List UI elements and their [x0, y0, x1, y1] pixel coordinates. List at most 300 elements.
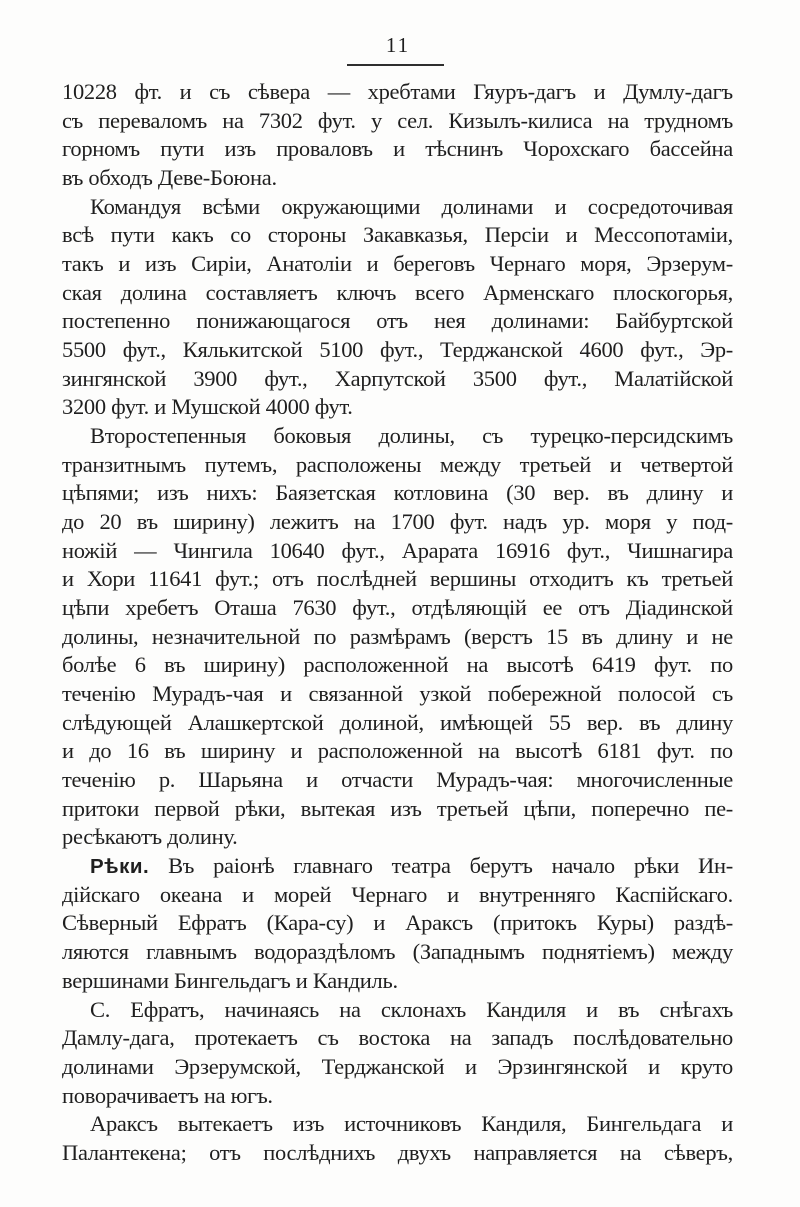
word: по [710, 738, 733, 764]
word: фут., [380, 337, 424, 363]
word: притоки [62, 795, 139, 821]
word: театра [391, 853, 451, 879]
word: Командуя [90, 193, 181, 219]
word: цѣпи [62, 595, 110, 621]
word: въ [164, 738, 186, 764]
word: ширину) [203, 652, 285, 678]
text-line [62, 795, 733, 824]
word: по [710, 652, 733, 678]
word: пути [160, 136, 205, 162]
word: полосой [618, 681, 696, 707]
word: понижающагося [196, 308, 351, 334]
word: Арменскаго [483, 279, 595, 305]
paragraph [62, 78, 733, 193]
word: Чингила [173, 537, 253, 563]
word: Кялькитской [182, 337, 303, 363]
word: 10228 [62, 79, 117, 104]
word: всего [415, 279, 465, 305]
word: съ [62, 107, 84, 133]
word: цѣпи, [523, 795, 576, 821]
word: Персіи [484, 222, 549, 248]
word: на [478, 738, 500, 764]
word: третьей [519, 451, 591, 477]
word: боковыя [273, 423, 352, 449]
word: Кандиля, [481, 1111, 567, 1137]
word: главнымъ [146, 939, 237, 965]
word: 4600 [579, 337, 624, 363]
word: начинаясь [224, 996, 319, 1022]
word: сосредоточивая [587, 193, 733, 219]
word: болѣе [62, 652, 117, 678]
word: изъ [144, 251, 177, 277]
paragraph [62, 852, 733, 995]
word: 11641 [148, 566, 203, 592]
word: фут., [352, 595, 396, 621]
word: и [290, 738, 303, 764]
word: узкой [419, 681, 472, 707]
word: и [393, 136, 405, 162]
word: переваломъ [98, 107, 207, 133]
word: хребетъ [125, 595, 199, 621]
word: Чорохскаго [523, 136, 630, 162]
word: источниковъ [344, 1111, 462, 1137]
word: и [62, 738, 74, 764]
word: бассейна [649, 136, 733, 162]
word: ключъ [336, 279, 397, 305]
text-line [62, 479, 733, 508]
word: — [134, 537, 157, 563]
word: отъ [578, 595, 610, 621]
word: фут., [566, 537, 611, 563]
word: долины, [378, 423, 455, 449]
word: Сѣверный [62, 910, 158, 936]
text-block [62, 78, 733, 1168]
word: внутренняго [479, 881, 596, 907]
word: (Кара-су) [266, 910, 354, 936]
word: изъ [292, 1111, 325, 1137]
word: длину [676, 709, 733, 735]
word: и [686, 623, 698, 649]
word: Кизылъ-килиса [448, 107, 593, 133]
word: 20 [99, 509, 122, 535]
word: Эр- [700, 337, 733, 363]
word: Мурадъ-чая [152, 681, 264, 707]
word: надъ [503, 509, 547, 535]
word: между [672, 939, 733, 965]
word: теченію [62, 767, 136, 793]
word: Закавказья, [363, 222, 468, 248]
word: Терджанской [321, 1053, 445, 1079]
word: 16 [126, 738, 149, 764]
word: тѣснинъ [425, 136, 503, 162]
word: на [449, 1025, 472, 1051]
word: (притокъ [492, 910, 577, 936]
word: Эрзерумской, [174, 1053, 301, 1079]
word: на [619, 1139, 642, 1165]
word: 7302 [258, 107, 303, 133]
word: высотѣ [515, 738, 583, 764]
word: главнаго [293, 853, 373, 879]
word: длину [616, 623, 673, 649]
word: третьей [661, 566, 733, 592]
word: отъ [376, 308, 408, 334]
word: третьей [436, 795, 509, 821]
word: какъ [171, 222, 214, 248]
word: не [711, 623, 733, 649]
page-number: 11 [385, 33, 411, 57]
text-line [62, 996, 733, 1025]
word: долинами [441, 193, 534, 219]
word: Эрзерум- [646, 251, 733, 277]
word: Сиріи, [191, 251, 252, 277]
word: хребтами [367, 79, 456, 104]
text-line [62, 422, 733, 451]
word: — [327, 79, 350, 104]
text-line: ресѣкаютъ долину. [62, 824, 238, 850]
word: и [464, 1053, 477, 1079]
word: отходитъ [529, 566, 614, 592]
word: путемъ, [204, 451, 278, 477]
word: сѣверъ, [663, 1139, 733, 1165]
word: вер. [553, 480, 590, 506]
word: Араксъ [405, 910, 473, 936]
word: фут., [640, 337, 684, 363]
word: въ [618, 996, 640, 1022]
word: на [339, 996, 361, 1022]
text-line [62, 107, 733, 136]
word: плоскогорья, [613, 279, 733, 305]
word: и [565, 222, 578, 248]
word: послѣдней [316, 566, 417, 592]
word: вершины [429, 566, 517, 592]
word: и [373, 910, 386, 936]
word: Байбуртской [615, 308, 733, 334]
word: у [371, 107, 382, 133]
word: склонахъ [380, 996, 466, 1022]
word: (верстъ [463, 623, 533, 649]
word: (30 [506, 480, 536, 506]
word: фут. [654, 652, 692, 678]
word: пе- [704, 795, 733, 821]
word: на [466, 652, 489, 678]
word: отдѣляющій [411, 595, 527, 621]
word: сѣвера [247, 79, 310, 104]
word: на [607, 107, 629, 133]
word: всѣ [62, 222, 94, 248]
word: Кандиля [486, 996, 566, 1022]
word: вытекаетъ [177, 1111, 273, 1137]
text-line [62, 680, 733, 709]
word: морей [273, 881, 332, 907]
word: и [609, 451, 622, 477]
word: раіонѣ [213, 853, 275, 879]
word: теченію [62, 681, 136, 707]
word: отчасти [341, 767, 413, 793]
text-line [62, 881, 733, 910]
text-line [62, 365, 733, 394]
word: 10640 [269, 537, 325, 563]
text-line [62, 1110, 733, 1139]
word: 7630 [292, 595, 337, 621]
word: начало [551, 853, 615, 879]
word: 5500 [62, 337, 106, 363]
word: р. [158, 767, 176, 793]
word: и [593, 79, 606, 104]
word: горномъ [62, 136, 140, 162]
word: рѣки, [234, 795, 286, 821]
text-line [62, 623, 733, 652]
word: Эрзингянской [497, 1053, 628, 1079]
word: размѣрамъ [349, 623, 451, 649]
text-line: въ обходъ Деве-Боюна. [62, 165, 277, 191]
word: и [447, 881, 459, 907]
word: и [721, 480, 733, 506]
word: изъ [224, 136, 256, 162]
word: въ [581, 623, 603, 649]
word: Въ [168, 853, 195, 879]
word: связанной [308, 681, 403, 707]
word: Ефратъ [177, 910, 247, 936]
word: и [242, 881, 254, 907]
word: изъ [390, 795, 422, 821]
word: четвертой [640, 451, 733, 477]
word: моря, [580, 251, 632, 277]
word: Ефратъ, [130, 996, 205, 1022]
word: ножій [62, 537, 118, 563]
word: расположены [295, 451, 422, 477]
word: фут.; [215, 566, 259, 592]
word: Дамлу-дага, [62, 1025, 175, 1051]
word: послѣдовательно [573, 1025, 733, 1051]
text-line [62, 1024, 733, 1053]
word: и [179, 79, 192, 104]
text-line [62, 1053, 733, 1082]
word: и [366, 251, 379, 277]
word: до [89, 738, 112, 764]
word: океана [159, 881, 223, 907]
word: и [118, 251, 131, 277]
word: лежитъ [269, 509, 339, 535]
word: ур. [562, 509, 590, 535]
word: въ [607, 480, 629, 506]
word: проваловъ [276, 136, 373, 162]
word: и [554, 193, 567, 219]
word: Араксъ [90, 1111, 158, 1137]
word: длину [646, 480, 704, 506]
word: между [439, 451, 501, 477]
text-line: вершинами Бингельдагъ и Кандиль. [62, 967, 398, 993]
word: Бингельдага [586, 1111, 702, 1137]
word: въ [164, 652, 186, 678]
word: фут., [341, 537, 385, 563]
text-line [62, 766, 733, 795]
word: и [62, 566, 74, 592]
text-line [62, 451, 733, 480]
text-line [62, 709, 733, 738]
word: 55 [548, 709, 571, 735]
text-line [62, 221, 733, 250]
word: долиной, [339, 709, 424, 735]
word: рѣки [633, 853, 680, 879]
word: съ [209, 79, 231, 104]
word: трудномъ [644, 107, 733, 133]
paragraph [62, 422, 733, 852]
word: фут. [656, 738, 695, 764]
text-line [62, 307, 733, 336]
word: круто [680, 1053, 733, 1079]
word: сел. [397, 107, 434, 133]
word: по [313, 623, 337, 649]
word: расположенной [303, 652, 449, 678]
word: въ [136, 509, 158, 535]
word: долина [120, 279, 187, 305]
paragraph [62, 193, 733, 422]
word: незначительной [151, 623, 301, 649]
word: Думлу-дагъ [623, 79, 733, 104]
text-line: 3200 фут. и Мушской 4000 фут. [62, 394, 353, 420]
word: на [353, 509, 376, 535]
word: съ [711, 681, 733, 707]
text-line [62, 135, 733, 164]
word: съ [482, 423, 504, 449]
word: Арарата [401, 537, 478, 563]
text-line [62, 594, 733, 623]
text-line [62, 250, 733, 279]
word: береговъ [393, 251, 475, 277]
text-line [62, 78, 733, 107]
word: съ [317, 1025, 339, 1051]
word: Мессопотаміи, [594, 222, 733, 248]
word: Терджанской [440, 337, 563, 363]
word: фут., [264, 365, 308, 391]
word: 5100 [319, 337, 364, 363]
word: дійскаго [62, 881, 140, 907]
word: многочисленные [576, 767, 733, 793]
text-line [62, 508, 733, 537]
word: Мурадъ-чая: [436, 767, 554, 793]
word: 6419 [591, 652, 636, 678]
word: Каспійскаго. [615, 881, 733, 907]
word: Чишнагира [627, 537, 733, 563]
word: такъ [62, 251, 104, 277]
word: двухъ [397, 1139, 451, 1165]
word: фут. [317, 107, 356, 133]
text-line [62, 651, 733, 680]
word: высотѣ [506, 652, 574, 678]
word: Ин- [698, 853, 733, 879]
word: отъ [272, 566, 304, 592]
word: поперечно [591, 795, 690, 821]
word: слѣдующей [62, 709, 172, 735]
word: Алашкертской [187, 709, 324, 735]
word: Чернаго [351, 881, 428, 907]
text-line [62, 537, 733, 566]
word: зингянской [62, 365, 167, 391]
text-line [62, 336, 733, 365]
word: и [586, 996, 598, 1022]
word: Харпутской [334, 365, 446, 391]
word: водораздѣломъ [254, 939, 396, 965]
word: моря [604, 509, 651, 535]
word: расположенной [317, 738, 463, 764]
text-line [62, 565, 733, 594]
word: 3900 [193, 365, 238, 391]
word: С. [90, 996, 111, 1022]
word: составляетъ [205, 279, 318, 305]
word: первой [154, 795, 220, 821]
word: направляется [473, 1139, 598, 1165]
word: Хори [86, 566, 136, 592]
word: Шарьяна [198, 767, 283, 793]
word: фт. [134, 79, 162, 104]
word: и [721, 1111, 733, 1137]
word: ее [542, 595, 563, 621]
word: стороны [267, 222, 347, 248]
text-line [62, 737, 733, 766]
word: имѣющей [440, 709, 533, 735]
word: долины, [62, 623, 139, 649]
text-line [62, 1139, 733, 1168]
word: снѣгахъ [659, 996, 733, 1022]
word: побережной [487, 681, 602, 707]
word: цѣпями; [62, 480, 140, 506]
text-line [62, 938, 733, 967]
word: Гяуръ-дагъ [473, 79, 576, 104]
word: 6181 [597, 738, 642, 764]
word: до [62, 509, 85, 535]
word: 16916 [495, 537, 550, 563]
paragraph [62, 1110, 733, 1167]
word: и [280, 681, 292, 707]
word: 15 [546, 623, 568, 649]
word: протекаетъ [194, 1025, 298, 1051]
word: отъ [209, 1139, 241, 1165]
word: раздѣ- [673, 910, 733, 936]
word: Діадинской [625, 595, 733, 621]
word: фут., [122, 337, 166, 363]
word: ширину) [173, 509, 255, 535]
word: Второстепенныя [90, 423, 247, 449]
word: у [666, 509, 678, 535]
word: вер. [586, 709, 623, 735]
word: фут. [449, 509, 488, 535]
word: нея [433, 308, 466, 334]
word: всѣми [202, 193, 260, 219]
word: Малатійской [614, 365, 733, 391]
word: ская [62, 279, 102, 305]
word: со [230, 222, 251, 248]
word: ширину [200, 738, 276, 764]
word: поднятіемъ) [542, 939, 655, 965]
text-line [62, 909, 733, 938]
word: пути [110, 222, 155, 248]
page-number-rule [347, 64, 444, 66]
text-line: поворачиваетъ на югъ. [62, 1082, 273, 1108]
word: (Западнымъ [412, 939, 525, 965]
word: нихъ: [206, 480, 258, 506]
word: турецко-персидскимъ [530, 423, 733, 449]
text-line [62, 279, 733, 308]
word: Чернаго [489, 251, 566, 277]
word: къ [626, 566, 649, 592]
text-line [62, 852, 733, 881]
word: и [648, 1053, 660, 1079]
word: изъ [157, 480, 189, 506]
word: 1700 [390, 509, 435, 535]
word: окружающими [281, 193, 421, 219]
word: на [222, 107, 244, 133]
word: транзитнымъ [62, 451, 186, 477]
